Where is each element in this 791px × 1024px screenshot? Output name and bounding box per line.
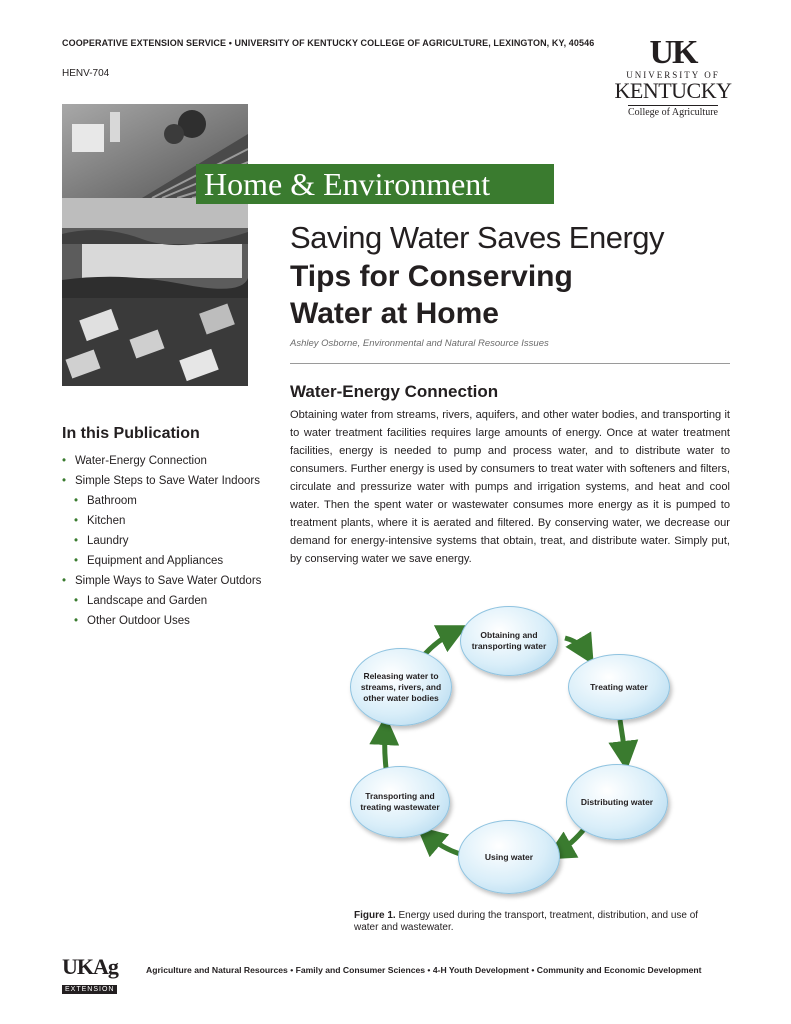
toc-subitem: • Bathroom xyxy=(62,492,262,510)
toc-subitem: • Landscape and Garden xyxy=(62,592,262,610)
uk-logo-college: College of Agriculture xyxy=(628,107,718,118)
document-number: HENV-704 xyxy=(62,68,110,79)
toc-heading: In this Publication xyxy=(62,425,200,442)
document-title: Tips for Conserving Water at Home xyxy=(290,260,573,330)
toc-item: • Simple Steps to Save Water Indoors xyxy=(62,472,262,490)
toc-subitem: • Other Outdoor Uses xyxy=(62,612,262,630)
arrow-use-to-transport xyxy=(428,836,460,854)
figure-label: Figure 1. xyxy=(354,910,396,921)
header-topline: COOPERATIVE EXTENSION SERVICE • UNIVERSITY OF KENTUCKY COLLEGE OF AGRICULTURE, LEXINGTON, KY, 40546 xyxy=(62,38,595,48)
arrow-release-to-obtain xyxy=(425,632,454,654)
node-transporting-wastewater: Transporting and treating wastewater xyxy=(350,766,450,838)
section-body: Obtaining water from streams, rivers, aquifers, and other water bodies, and transporting it to water treatment facilities requires large amounts of energy. Once at water treatment facilities, energy is needed to pump and process water, and to distribute water to consumers. Further energy is used by consumers to treat water with softeners and filters, circulate and pressurize water with pumps and irrigation systems, and heat and cool water. Then the spent water or wastewater consumes more energy as it is pumped to treatment plants, where it is aerated and filtered. By conserving water, we decrease our demand for energy-intensive systems that obtain, treat, and distribute water. Simply put, by conserving water we save energy. xyxy=(290,409,730,565)
toc-subitem: • Kitchen xyxy=(62,512,262,530)
ukag-logo-sub: EXTENSION xyxy=(62,985,117,994)
document-subtitle: Saving Water Saves Energy xyxy=(290,220,665,255)
ukag-logo-mark: UKAg xyxy=(62,954,118,979)
arrow-distribute-to-use xyxy=(558,828,585,852)
wetland-photo xyxy=(62,198,248,298)
figure-caption xyxy=(354,910,714,934)
toc-subitem: • Equipment and Appliances xyxy=(62,552,262,570)
arrow-treat-to-distribute xyxy=(620,720,625,756)
author-line: Ashley Osborne, Environmental and Natural Resource Issues xyxy=(290,338,549,349)
uk-logo-university: UNIVERSITY OF xyxy=(626,70,720,80)
ukag-extension-logo xyxy=(62,956,132,992)
divider xyxy=(290,363,730,364)
uk-logo-mark: UK xyxy=(649,34,697,71)
neighborhood-photo xyxy=(62,298,248,386)
toc-list xyxy=(62,452,262,632)
section-heading: Water-Energy Connection xyxy=(290,382,499,401)
node-using-water: Using water xyxy=(458,820,560,894)
arrow-transport-to-release xyxy=(385,730,386,768)
toc-subitem: • Laundry xyxy=(62,532,262,550)
node-obtaining-water: Obtaining and transporting water xyxy=(460,606,558,676)
figure-text: Energy used during the transport, treatment, distribution, and use of water and wastewater. xyxy=(354,910,699,933)
uk-college-logo xyxy=(612,36,734,118)
node-releasing-water: Releasing water to streams, rivers, and other water bodies xyxy=(350,648,452,726)
node-distributing-water: Distributing water xyxy=(566,764,668,840)
uk-logo-kentucky: KENTUCKY xyxy=(614,78,732,103)
series-banner: Home & Environment xyxy=(196,164,554,204)
footer-programs: Agriculture and Natural Resources • Family and Consumer Sciences • 4-H Youth Development • Community and Economic Development xyxy=(146,965,702,975)
toc-item: • Water-Energy Connection xyxy=(62,452,262,470)
cover-photo-collage xyxy=(62,104,248,386)
node-treating-water: Treating water xyxy=(568,654,670,720)
water-energy-cycle-diagram xyxy=(340,598,710,908)
toc-item: • Simple Ways to Save Water Outdors xyxy=(62,572,262,590)
arrow-obtain-to-treat xyxy=(565,638,586,652)
